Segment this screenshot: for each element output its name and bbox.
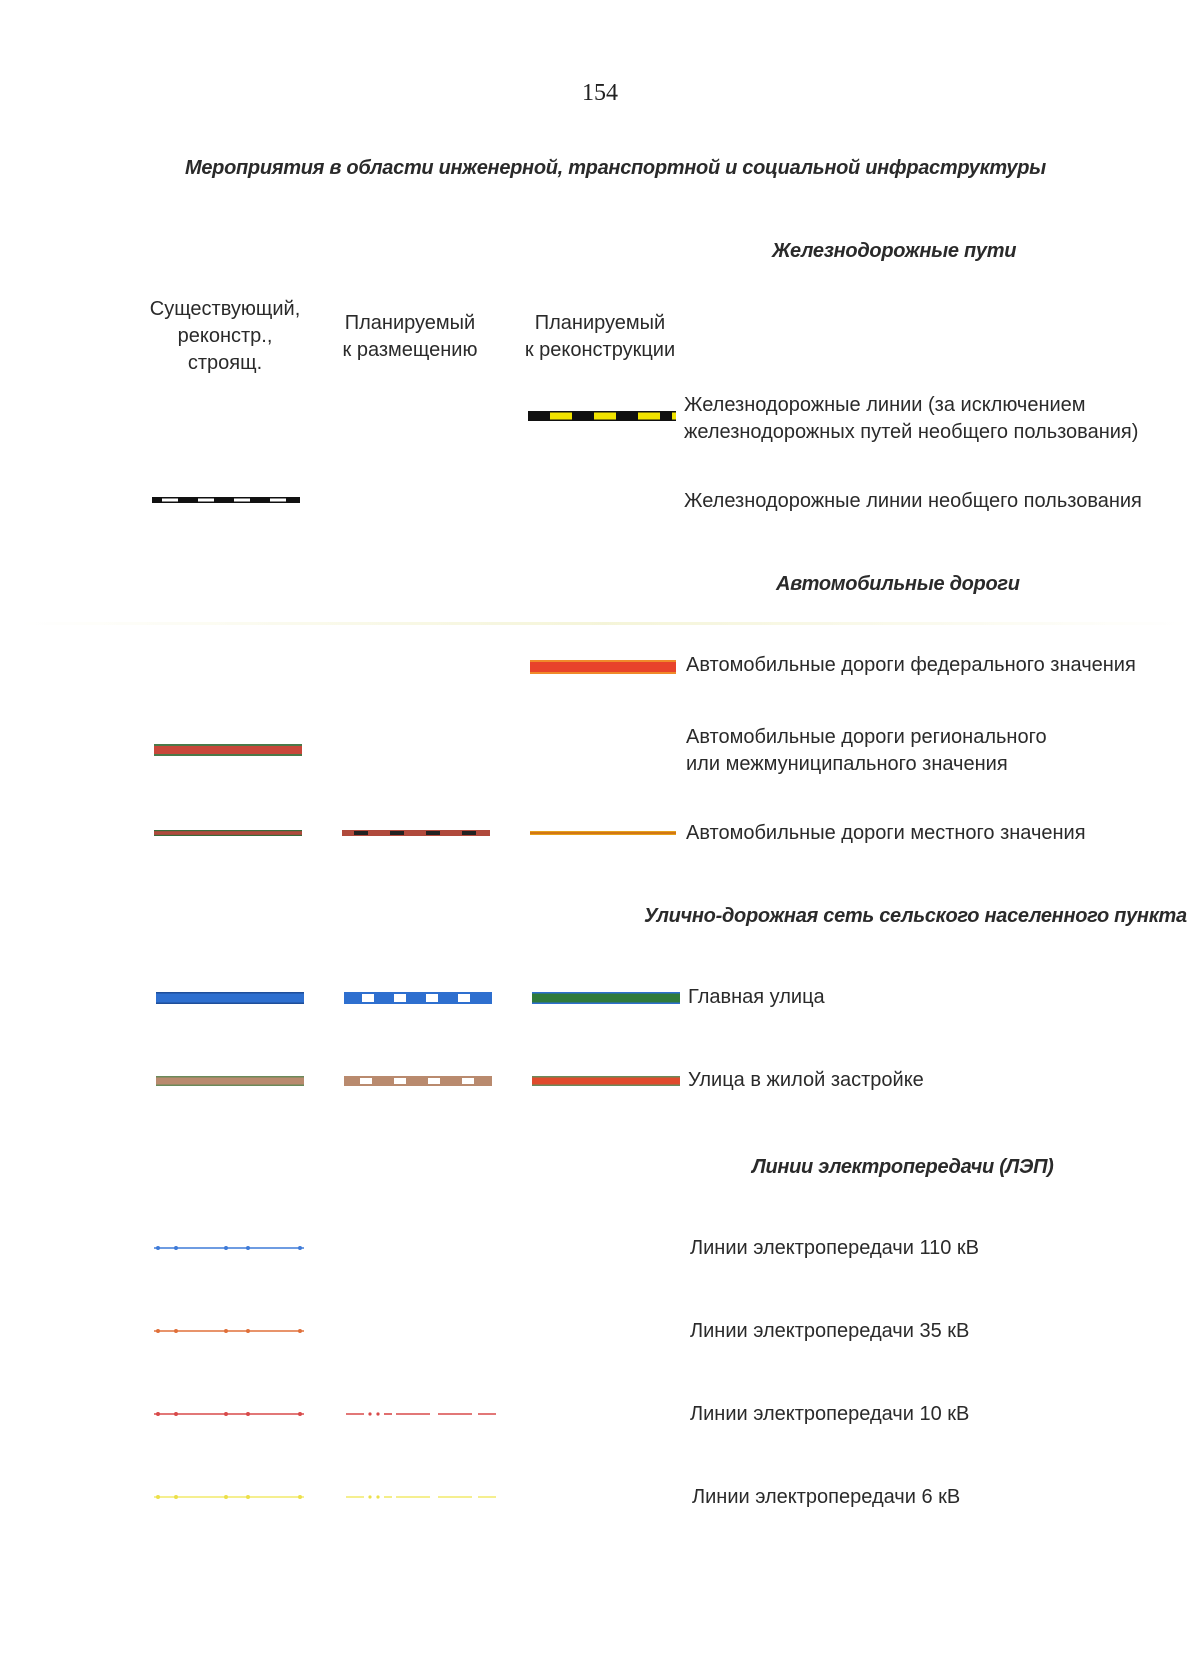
symbol-power-110-existing [154, 1245, 304, 1251]
symbol-railway-general-reconstruction [528, 411, 676, 421]
section-heading-streets: Улично-дорожная сеть сельского населенного пункта [644, 905, 1187, 927]
symbol-main-street-reconstruction [532, 992, 680, 1004]
column-header-existing: Существующий, реконстр., строящ. [149, 298, 301, 374]
symbol-main-street-existing [156, 992, 304, 1004]
symbol-road-federal-reconstruction [530, 660, 676, 674]
symbol-railway-nonpublic-existing [152, 497, 300, 503]
symbol-power-6-existing [154, 1494, 304, 1500]
legend-label-power-35: Линии электропередачи 35 кВ [690, 1320, 970, 1342]
page-number: 154 [582, 80, 618, 106]
symbol-power-6-planned [346, 1494, 496, 1500]
section-heading-roads: Автомобильные дороги [776, 573, 1020, 595]
symbol-road-local-planned [342, 830, 490, 836]
symbol-road-regional-existing [154, 744, 302, 756]
page-title: Мероприятия в области инженерной, транспортной и социальной инфраструктуры [185, 157, 1046, 179]
symbol-power-35-existing [154, 1328, 304, 1334]
symbol-residential-street-planned [344, 1076, 492, 1086]
legend-label-road-local: Автомобильные дороги местного значения [686, 822, 1086, 844]
column-header-planned-reconstruction: Планируемый к реконструкции [524, 312, 676, 361]
symbol-residential-street-existing [156, 1076, 304, 1086]
scan-band [20, 622, 1190, 625]
section-heading-power-lines: Линии электропередачи (ЛЭП) [752, 1156, 1054, 1178]
symbol-power-10-existing [154, 1411, 304, 1417]
legend-label-road-federal: Автомобильные дороги федерального значения [686, 654, 1136, 676]
legend-label-power-110: Линии электропередачи 110 кВ [690, 1237, 979, 1259]
legend-label-railway-nonpublic: Железнодорожные линии необщего пользования [684, 490, 1142, 512]
symbol-power-10-planned [346, 1411, 496, 1417]
legend-label-main-street: Главная улица [688, 986, 825, 1008]
legend-label-power-6: Линии электропередачи 6 кВ [692, 1486, 961, 1508]
symbol-main-street-planned [344, 992, 492, 1004]
section-heading-railways: Железнодорожные пути [772, 240, 1017, 262]
legend-label-residential-street: Улица в жилой застройке [688, 1069, 924, 1091]
legend-label-railway-general: Железнодорожные линии (за исключением железнодорожных путей необщего пользования) [684, 394, 1139, 443]
column-header-planned-placement: Планируемый к размещению [342, 312, 478, 361]
symbol-residential-street-reconstruction [532, 1076, 680, 1086]
symbol-road-local-reconstruction [530, 831, 676, 835]
legend-label-road-regional: Автомобильные дороги регионального или межмуниципального значения [686, 726, 1047, 775]
legend-label-power-10: Линии электропередачи 10 кВ [690, 1403, 970, 1425]
symbol-road-local-existing [154, 830, 302, 836]
